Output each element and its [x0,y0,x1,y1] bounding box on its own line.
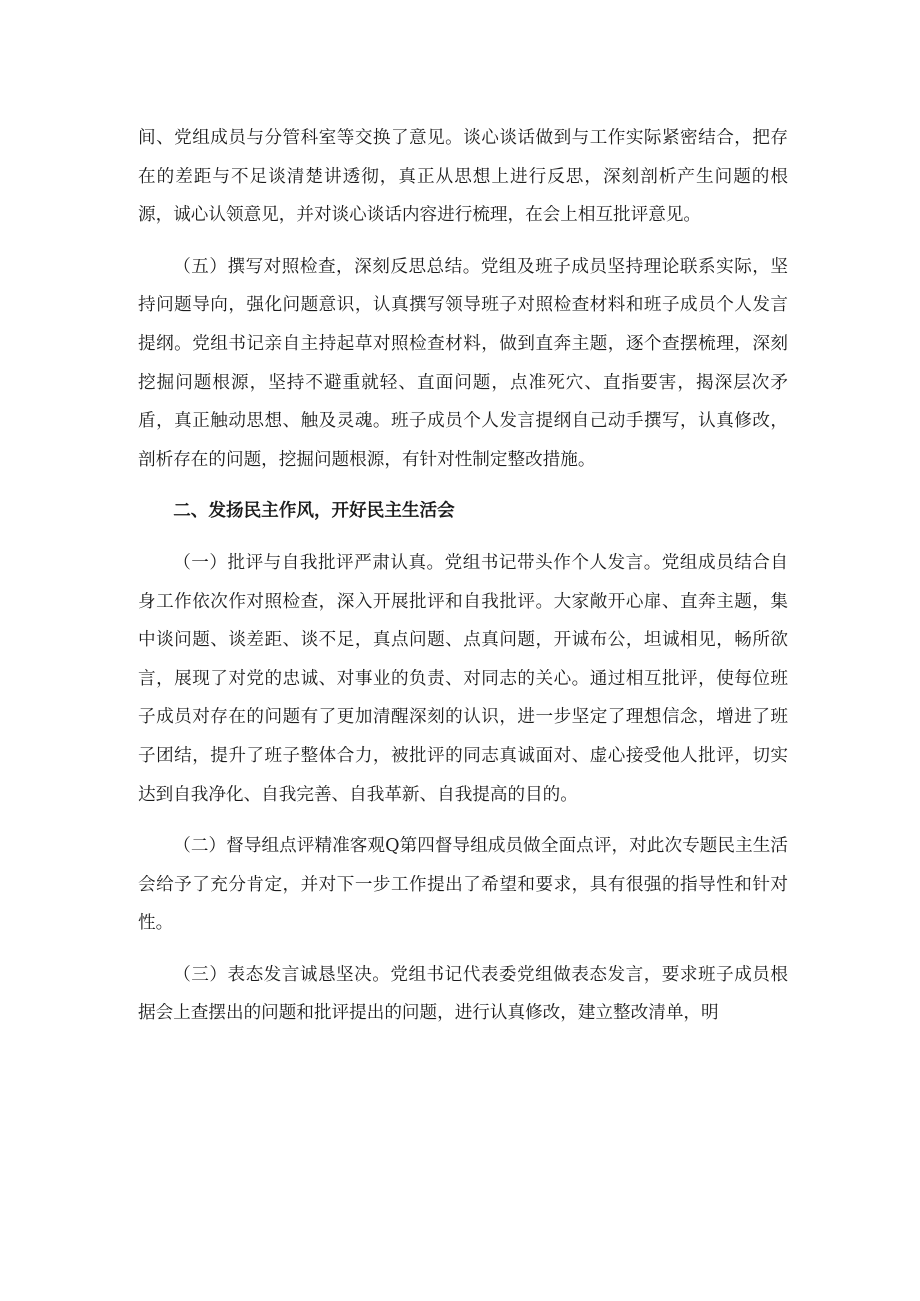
paragraph-supervision-review: （二）督导组点评精准客观Q第四督导组成员做全面点评，对此次专题民主生活会给予了充分肯定，并对下一步工作提出了希望和要求，具有很强的指导性和针对性。 [138,836,788,934]
paragraph-criticism: （一）批评与自我批评严肃认真。党组书记带头作个人发言。党组成员结合自身工作依次作对照检查，深入开展批评和自我批评。大家敞开心扉、直奔主题，集中谈问题、谈差距、谈不足，真点问题、点真问题，开诚布公，坦诚相见，畅所欲言，展现了对党的忠诚、对事业的负责、对同志的关心。通过相互批评，使每位班子成员对存在的问题有了更加清醒深刻的认识，进一步坚定了理想信念，增进了班子团结，提升了班子整体合力，被批评的同志真诚面对、虚心接受他人批评，切实达到自我净化、自我完善、自我革新、自我提高的目的。 [138,552,788,805]
document-body [138,119,788,1046]
paragraph-statement: （三）表态发言诚恳坚决。党组书记代表委党组做表态发言，要求班子成员根据会上查摆出的问题和批评提出的问题，进行认真修改，建立整改清单，明 [138,964,788,1024]
section-heading-2: 二、发扬民主作风，开好民主生活会 [173,501,455,522]
paragraph-continuation: 间、党组成员与分管科室等交换了意见。谈心谈话做到与工作实际紧密结合，把存在的差距与不足谈清楚讲透彻，真正从思想上进行反思，深刻剖析产生问题的根源，诚心认领意见，并对谈心谈话内容进行梳理，在会上相互批评意见。 [138,128,788,226]
paragraph-section-5: （五）撰写对照检查，深刻反思总结。党组及班子成员坚持理论联系实际，坚持问题导向，强化问题意识，认真撰写领导班子对照检查材料和班子成员个人发言提纲。党组书记亲自主持起草对照检查材料，做到直奔主题，逐个查摆梳理，深刻挖掘问题根源，坚持不避重就轻、直面问题，点准死穴、直指要害，揭深层次矛盾，真正触动思想、触及灵魂。班子成员个人发言提纲自己动手撰写，认真修改，剖析存在的问题，挖掘问题根源，有针对性制定整改措施。 [138,256,788,470]
